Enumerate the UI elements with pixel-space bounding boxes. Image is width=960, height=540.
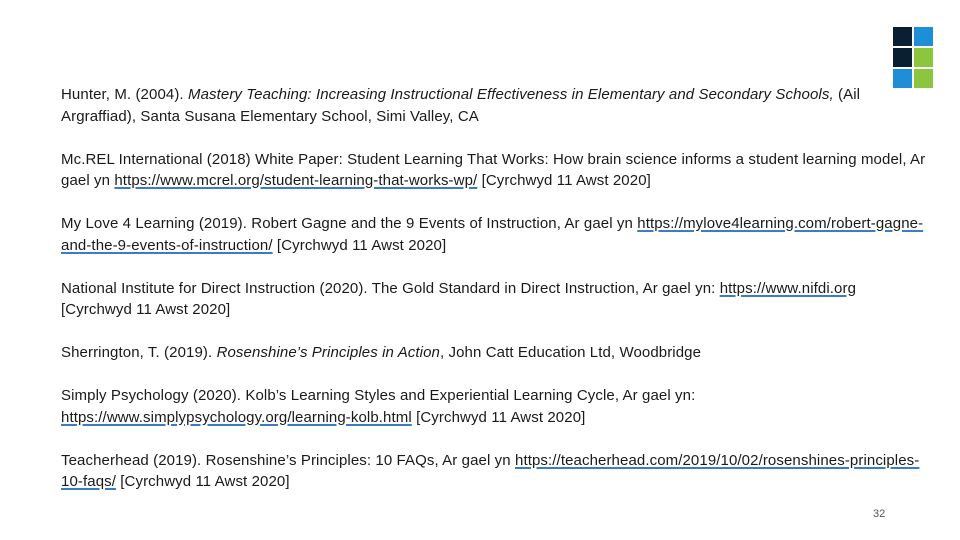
reference-list	[61, 84, 931, 514]
logo-square-blue-top	[914, 27, 933, 46]
reference-link-simplypsychology[interactable]: https://www.simplypsychology.org/learning-kolb.html	[61, 408, 412, 426]
logo-squares	[893, 27, 935, 89]
reference-sherrington: Sherrington, T. (2019). Rosenshine’s Principles in Action, John Catt Education Ltd, Woodbridge	[61, 344, 702, 361]
reference-nifdi: National Institute for Direct Instruction (2020). The Gold Standard in Direct Instruction, Ar gael yn: https://www.nifdi.org [Cyrchwyd 11 Awst 2020]	[61, 279, 857, 318]
logo-square-navy-top	[893, 27, 912, 46]
logo-square-navy-mid	[893, 48, 912, 67]
reference-link-mcrel[interactable]: https://www.mcrel.org/student-learning-that-works-wp/	[114, 172, 478, 189]
reference-teacherhead: Teacherhead (2019). Rosenshine’s Principles: 10 FAQs, Ar gael yn https://teacherhead.com/2019/10/02/rosenshines-principles-10-faqs/ [Cyrchwyd 11 Awst 2020]	[61, 451, 920, 490]
reference-title: Rosenshine’s Principles in Action	[216, 344, 440, 361]
logo-square-green-mid	[914, 48, 933, 67]
page-number: 32	[873, 508, 886, 520]
reference-mcrel: Mc.REL International (2018) White Paper: Student Learning That Works: How brain science informs a student learning model, Ar gael yn https://www.mcrel.org/student-learning-that-works-wp/ [Cyrchwyd 11 Awst 2020]	[61, 150, 926, 189]
reference-mylove4learning: My Love 4 Learning (2019). Robert Gagne and the 9 Events of Instruction, Ar gael yn https://mylove4learning.com/robert-gagne-and-the-9-events-of-instruction/ [Cyrchwyd 11 Awst 2020]	[61, 215, 924, 254]
reference-title: Mastery Teaching: Increasing Instructional Effectiveness in Elementary and Secondary Schools,	[187, 86, 834, 103]
reference-link-teacherhead[interactable]: https://teacherhead.com/2019/10/02/rosenshines-principles-10-faqs/	[61, 451, 920, 490]
reference-hunter: Hunter, M. (2004). Mastery Teaching: Increasing Instructional Effectiveness in Elementary and Secondary Schools, (Ail Argraffiad), Santa Susana Elementary School, Simi Valley, CA	[61, 86, 861, 125]
reference-simplypsychology: Simply Psychology (2020). Kolb’s Learning Styles and Experiential Learning Cycle, Ar gael yn: https://www.simplypsychology.org/learning-kolb.html [Cyrchwyd 11 Awst 2020]	[61, 387, 696, 426]
reference-link-nifdi[interactable]: https://www.nifdi.org	[719, 279, 857, 297]
reference-link-mylove4learning[interactable]: https://mylove4learning.com/robert-gagne-and-the-9-events-of-instruction/	[61, 215, 924, 254]
